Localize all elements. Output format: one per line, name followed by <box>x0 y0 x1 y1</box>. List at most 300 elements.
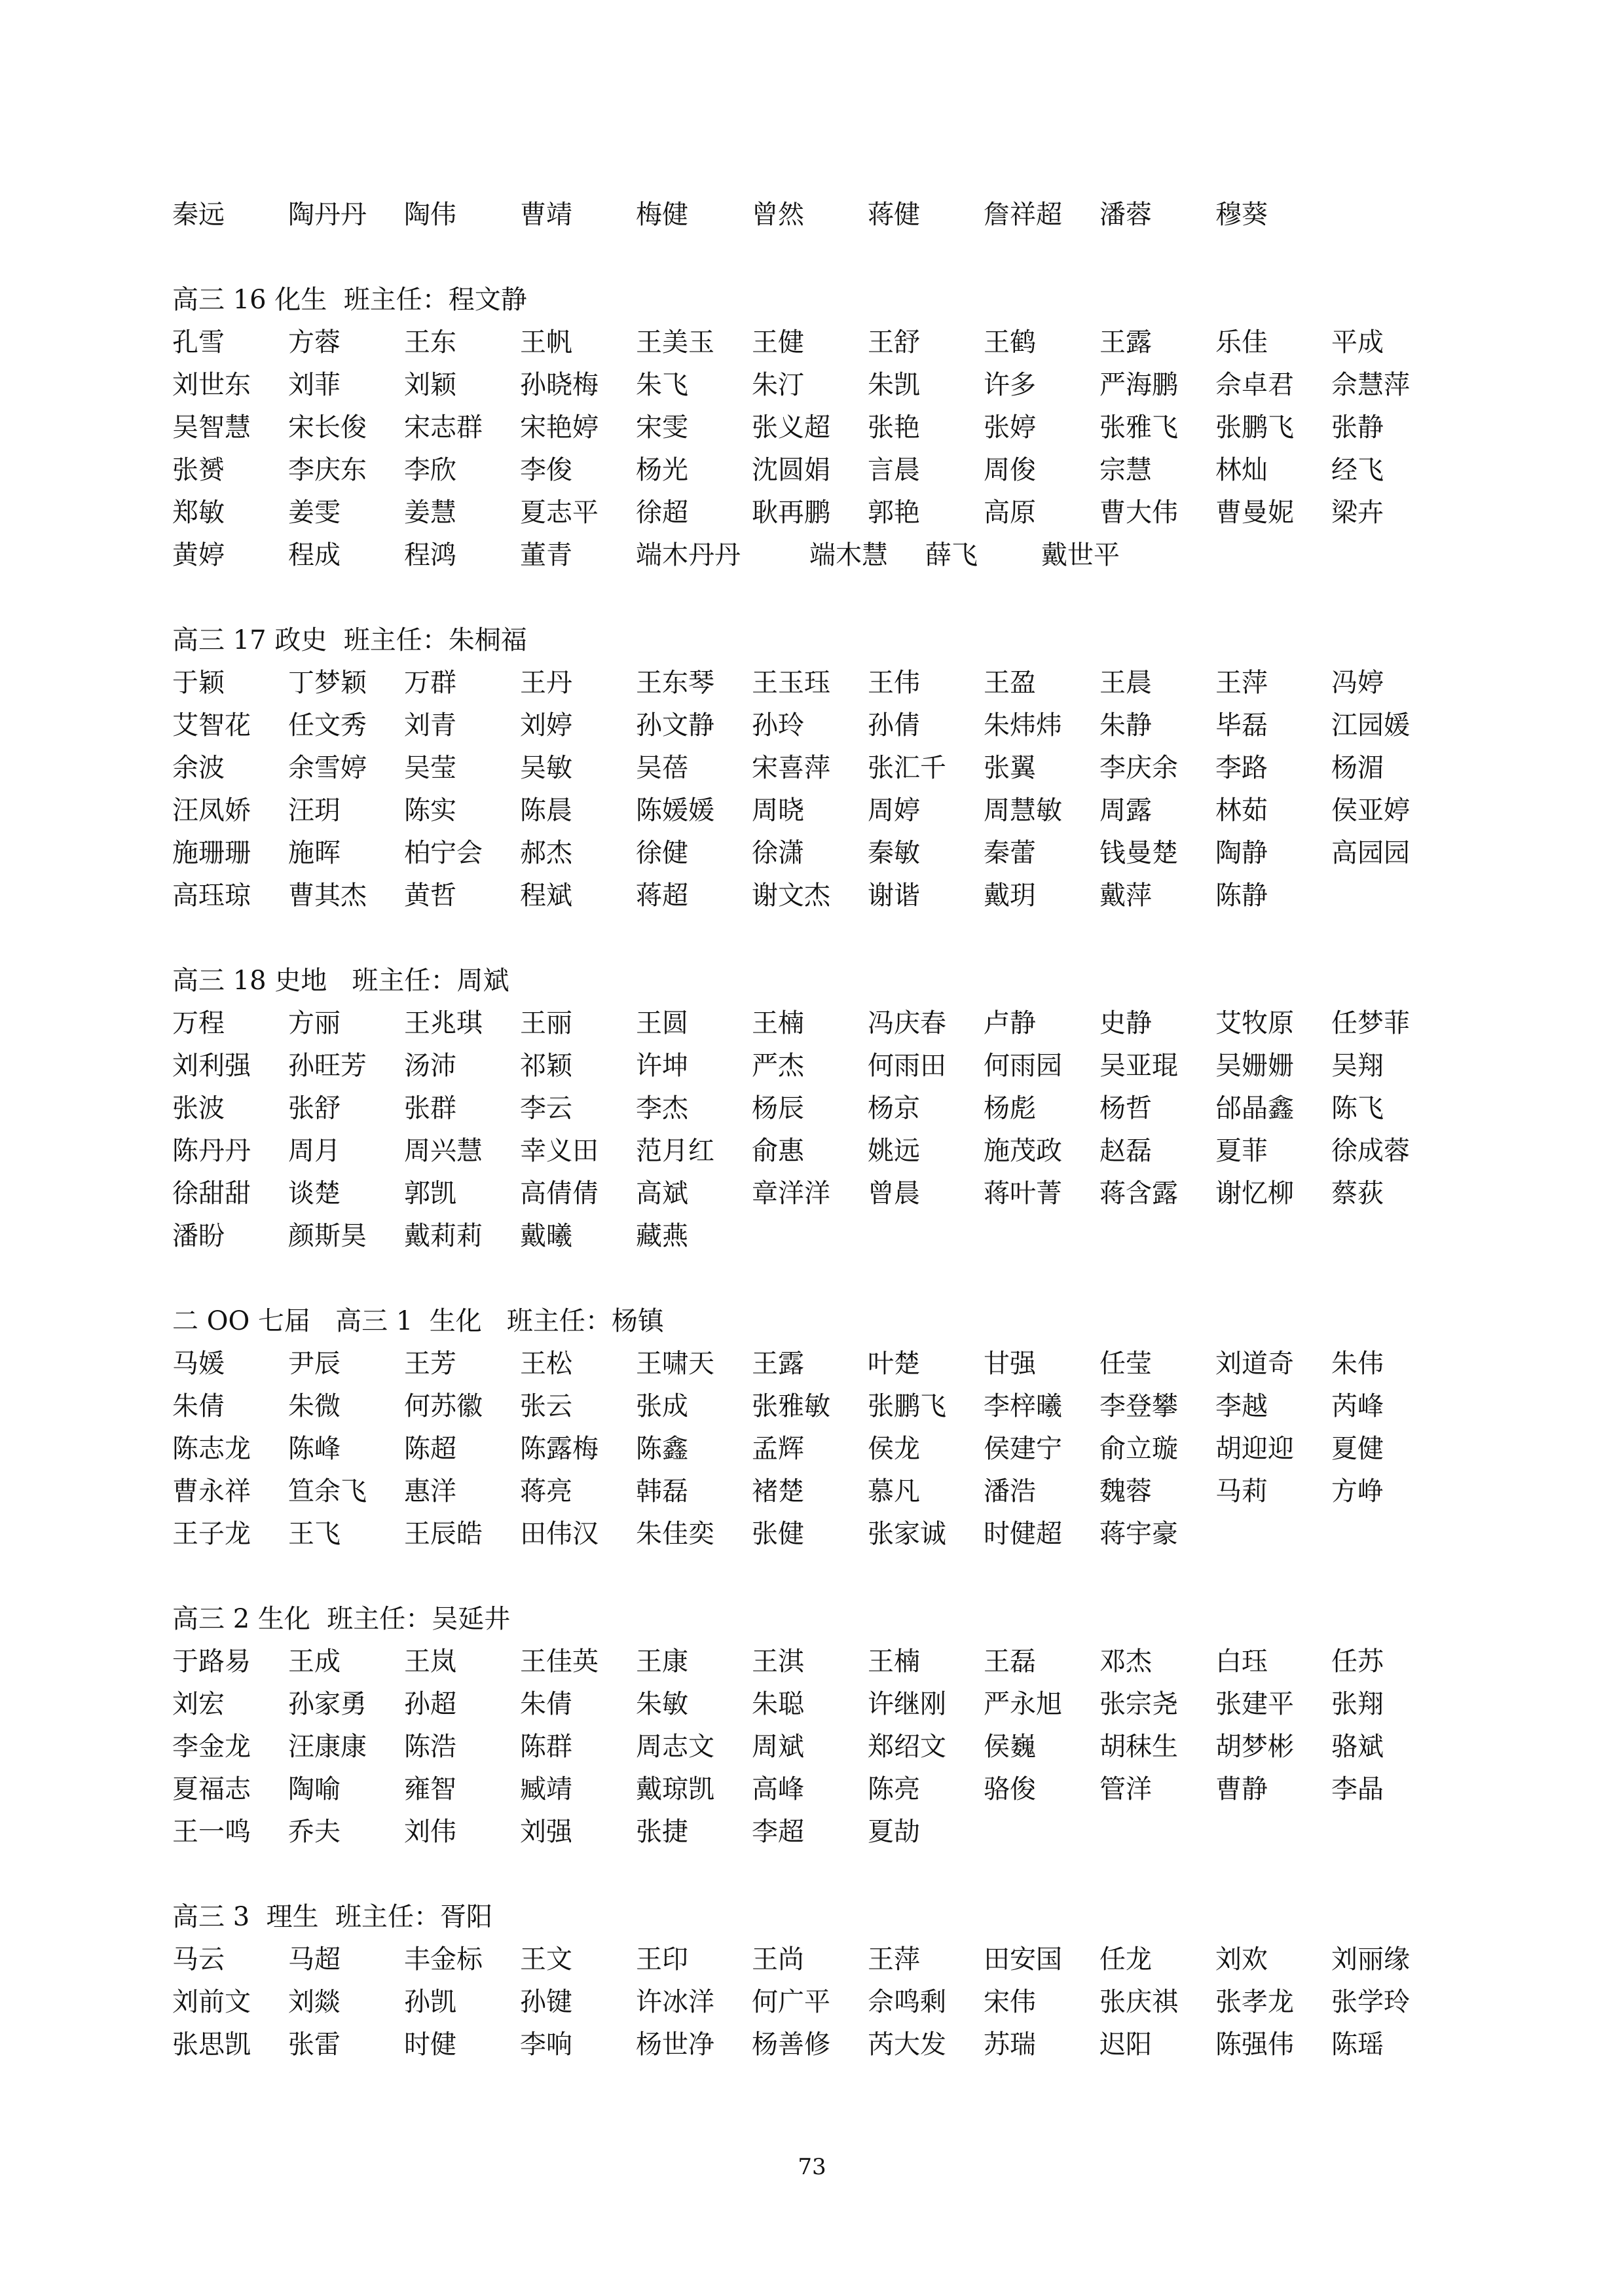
student-name: 姜慧 <box>404 498 456 528</box>
student-name: 惠洋 <box>404 1476 456 1506</box>
student-name: 言晨 <box>868 455 920 485</box>
student-name: 田伟汉 <box>520 1519 599 1549</box>
class-header: 高三 17 政史 班主任：朱桐福 <box>172 625 527 655</box>
student-name: 陈实 <box>404 795 456 826</box>
student-name: 柏宁会 <box>404 838 483 868</box>
name-row <box>172 1385 1482 1428</box>
name-row <box>172 492 1482 534</box>
class-rosters <box>172 194 1482 2066</box>
name-row <box>172 832 1482 875</box>
student-name: 张波 <box>172 1093 225 1123</box>
student-name: 薛飞 <box>925 540 978 570</box>
student-name: 朱微 <box>288 1391 341 1421</box>
student-name: 张赟 <box>172 455 225 485</box>
student-name: 杨湄 <box>1331 753 1384 783</box>
class-header: 高三 3 理生 班主任：胥阳 <box>172 1902 493 1932</box>
student-name: 孔雪 <box>172 327 225 357</box>
student-name: 何广平 <box>752 1987 830 2017</box>
name-row <box>172 1981 1482 2024</box>
student-name: 经飞 <box>1331 455 1384 485</box>
student-name: 钱曼楚 <box>1099 838 1178 868</box>
student-name: 周月 <box>288 1136 341 1166</box>
student-name: 王鹤 <box>984 327 1036 357</box>
student-name: 苏瑞 <box>984 2030 1036 2060</box>
student-name: 陶静 <box>1215 838 1268 868</box>
student-name: 朱汀 <box>752 370 804 400</box>
student-name: 骆斌 <box>1331 1732 1384 1762</box>
class-section <box>172 279 1482 577</box>
student-name: 任龙 <box>1099 1944 1152 1975</box>
class-section <box>172 1896 1482 2066</box>
student-name: 余雪婷 <box>288 753 367 783</box>
student-name: 许坤 <box>636 1051 688 1081</box>
student-name: 王露 <box>1099 327 1152 357</box>
student-name: 张宗尧 <box>1099 1689 1178 1719</box>
student-name: 张雷 <box>288 2030 341 2060</box>
student-name: 蒋超 <box>636 881 688 911</box>
student-name: 汪康康 <box>288 1732 367 1762</box>
student-name: 江园媛 <box>1331 710 1410 740</box>
student-name: 王兆琪 <box>404 1008 483 1038</box>
student-name: 林灿 <box>1215 455 1268 485</box>
student-name: 陈群 <box>520 1732 572 1762</box>
name-row <box>172 321 1482 364</box>
student-name: 陶伟 <box>404 200 456 230</box>
student-name: 张汇千 <box>868 753 946 783</box>
student-name: 徐健 <box>636 838 688 868</box>
student-name: 王印 <box>636 1944 688 1975</box>
student-name: 杨京 <box>868 1093 920 1123</box>
student-name: 张艳 <box>868 412 920 443</box>
student-name: 郑绍文 <box>868 1732 946 1762</box>
student-name: 刘婷 <box>520 710 572 740</box>
student-name: 马媛 <box>172 1349 225 1379</box>
student-name: 曹大伟 <box>1099 498 1178 528</box>
name-row <box>172 662 1482 704</box>
student-name: 王丽 <box>520 1008 572 1038</box>
student-name: 戴玥 <box>984 881 1036 911</box>
student-name: 陈瑶 <box>1331 2030 1384 2060</box>
student-name: 慕凡 <box>868 1476 920 1506</box>
student-name: 刘燚 <box>288 1987 341 2017</box>
name-row <box>172 407 1482 449</box>
student-name: 周俊 <box>984 455 1036 485</box>
student-name: 刘利强 <box>172 1051 251 1081</box>
student-name: 王成 <box>288 1647 341 1677</box>
student-name: 戴莉莉 <box>404 1221 483 1251</box>
student-name: 李庆余 <box>1099 753 1178 783</box>
student-name: 方峥 <box>1331 1476 1384 1506</box>
student-name: 徐成蓉 <box>1331 1136 1410 1166</box>
student-name: 刘欢 <box>1215 1944 1268 1975</box>
student-name: 杨世净 <box>636 2030 714 2060</box>
student-name: 黄哲 <box>404 881 456 911</box>
student-name: 徐甜甜 <box>172 1178 251 1209</box>
student-name: 程斌 <box>520 881 572 911</box>
student-name: 吴姗姗 <box>1215 1051 1294 1081</box>
name-row <box>172 1683 1482 1726</box>
student-name: 张建平 <box>1215 1689 1294 1719</box>
student-name: 高园园 <box>1331 838 1410 868</box>
student-name: 何苏徽 <box>404 1391 483 1421</box>
student-name: 邓杰 <box>1099 1647 1152 1677</box>
student-name: 高倩倩 <box>520 1178 599 1209</box>
student-name: 胡秣生 <box>1099 1732 1178 1762</box>
student-name: 马云 <box>172 1944 225 1975</box>
student-name: 徐潇 <box>752 838 804 868</box>
student-name: 李云 <box>520 1093 572 1123</box>
student-name: 谢忆柳 <box>1215 1178 1294 1209</box>
student-name: 孙文静 <box>636 710 714 740</box>
student-name: 秦远 <box>172 200 225 230</box>
student-name: 曹靖 <box>520 200 572 230</box>
student-name: 王子龙 <box>172 1519 251 1549</box>
student-name: 孙玲 <box>752 710 804 740</box>
student-name: 刘菲 <box>288 370 341 400</box>
student-name: 佘慧萍 <box>1331 370 1410 400</box>
class-section <box>172 960 1482 1258</box>
student-name: 刘强 <box>520 1817 572 1847</box>
student-name: 汪玥 <box>288 795 341 826</box>
student-name: 郭艳 <box>868 498 920 528</box>
student-name: 汤沛 <box>404 1051 456 1081</box>
student-name: 姜雯 <box>288 498 341 528</box>
student-name: 马莉 <box>1215 1476 1268 1506</box>
student-name: 陈亮 <box>868 1774 920 1804</box>
student-name: 刘宏 <box>172 1689 225 1719</box>
student-name: 藏燕 <box>636 1221 688 1251</box>
student-name: 祁颖 <box>520 1051 572 1081</box>
student-name: 吴翔 <box>1331 1051 1384 1081</box>
student-name: 许多 <box>984 370 1036 400</box>
student-name: 李路 <box>1215 753 1268 783</box>
student-name: 万群 <box>404 668 456 698</box>
student-name: 林茹 <box>1215 795 1268 826</box>
student-name: 王盈 <box>984 668 1036 698</box>
student-name: 杨彪 <box>984 1093 1036 1123</box>
student-name: 王伟 <box>868 668 920 698</box>
student-name: 张雅敏 <box>752 1391 830 1421</box>
student-name: 秦蕾 <box>984 838 1036 868</box>
student-name: 张思凯 <box>172 2030 251 2060</box>
student-name: 王圆 <box>636 1008 688 1038</box>
name-row <box>172 449 1482 492</box>
student-name: 程成 <box>288 540 341 570</box>
student-name: 刘丽缘 <box>1331 1944 1410 1975</box>
student-name: 李金龙 <box>172 1732 251 1762</box>
student-name: 艾智花 <box>172 710 251 740</box>
student-name: 侯龙 <box>868 1434 920 1464</box>
student-name: 孙倩 <box>868 710 920 740</box>
student-name: 张孝龙 <box>1215 1987 1294 2017</box>
student-name: 邰晶鑫 <box>1215 1093 1294 1123</box>
student-name: 李俊 <box>520 455 572 485</box>
name-row <box>172 364 1482 407</box>
student-name: 宗慧 <box>1099 455 1152 485</box>
student-name: 刘世东 <box>172 370 251 400</box>
student-name: 李超 <box>752 1817 804 1847</box>
student-name: 高峰 <box>752 1774 804 1804</box>
student-name: 朱倩 <box>172 1391 225 1421</box>
student-name: 高斌 <box>636 1178 688 1209</box>
name-row <box>172 1939 1482 1981</box>
student-name: 朱飞 <box>636 370 688 400</box>
student-name: 曹其杰 <box>288 881 367 911</box>
name-row <box>172 1768 1482 1811</box>
student-name: 宋雯 <box>636 412 688 443</box>
student-name: 王舒 <box>868 327 920 357</box>
student-name: 孙家勇 <box>288 1689 367 1719</box>
student-name: 王文 <box>520 1944 572 1975</box>
student-name: 陈强伟 <box>1215 2030 1294 2060</box>
student-name: 孙旺芳 <box>288 1051 367 1081</box>
student-name: 王啸天 <box>636 1349 714 1379</box>
student-name: 乔夫 <box>288 1817 341 1847</box>
student-name: 何雨园 <box>984 1051 1062 1081</box>
student-name: 杨辰 <box>752 1093 804 1123</box>
student-name: 于路易 <box>172 1647 251 1677</box>
name-row <box>172 790 1482 832</box>
student-name: 王晨 <box>1099 668 1152 698</box>
student-name: 蒋健 <box>868 200 920 230</box>
student-name: 许冰洋 <box>636 1987 714 2017</box>
student-name: 刘伟 <box>404 1817 456 1847</box>
student-name: 王东琴 <box>636 668 714 698</box>
student-name: 陈峰 <box>288 1434 341 1464</box>
student-name: 幸义田 <box>520 1136 599 1166</box>
student-name: 张舒 <box>288 1093 341 1123</box>
student-name: 许继刚 <box>868 1689 946 1719</box>
student-name: 蔡荻 <box>1331 1178 1384 1209</box>
student-name: 严永旭 <box>984 1689 1062 1719</box>
student-name: 陈志龙 <box>172 1434 251 1464</box>
class-section <box>172 619 1482 917</box>
student-name: 周兴慧 <box>404 1136 483 1166</box>
student-name: 余波 <box>172 753 225 783</box>
student-name: 白珏 <box>1215 1647 1268 1677</box>
student-name: 王辰皓 <box>404 1519 483 1549</box>
student-name: 吴蓓 <box>636 753 688 783</box>
name-row <box>172 1087 1482 1130</box>
student-name: 谢文杰 <box>752 881 830 911</box>
student-name: 曾晨 <box>868 1178 920 1209</box>
student-name: 王萍 <box>1215 668 1268 698</box>
student-name: 孙凯 <box>404 1987 456 2017</box>
student-name: 孙键 <box>520 1987 572 2017</box>
student-name: 宋伟 <box>984 1987 1036 2017</box>
student-name: 张静 <box>1331 412 1384 443</box>
student-name: 周慧敏 <box>984 795 1062 826</box>
student-name: 吴亚琨 <box>1099 1051 1178 1081</box>
student-name: 刘青 <box>404 710 456 740</box>
student-name: 朱佳奕 <box>636 1519 714 1549</box>
student-name: 孙超 <box>404 1689 456 1719</box>
student-name: 梅健 <box>636 200 688 230</box>
student-name: 张鹏飞 <box>868 1391 946 1421</box>
name-row <box>172 1641 1482 1683</box>
class-header: 高三 2 生化 班主任：吴延井 <box>172 1604 511 1634</box>
student-name: 耿再鹏 <box>752 498 830 528</box>
student-name: 郑敏 <box>172 498 225 528</box>
student-name: 杨善修 <box>752 2030 830 2060</box>
student-name: 陈超 <box>404 1434 456 1464</box>
student-name: 周晓 <box>752 795 804 826</box>
student-name: 蒋亮 <box>520 1476 572 1506</box>
student-name: 芮峰 <box>1331 1391 1384 1421</box>
name-row <box>172 1811 1482 1853</box>
student-name: 朱静 <box>1099 710 1152 740</box>
student-name: 迟阳 <box>1099 2030 1152 2060</box>
student-name: 张雅飞 <box>1099 412 1178 443</box>
student-name: 陈媛媛 <box>636 795 714 826</box>
student-name: 郝杰 <box>520 838 572 868</box>
student-name: 谈楚 <box>288 1178 341 1209</box>
student-name: 蒋宇豪 <box>1099 1519 1178 1549</box>
student-name: 甘强 <box>984 1349 1036 1379</box>
student-name: 施茂政 <box>984 1136 1062 1166</box>
name-row <box>172 534 1482 577</box>
student-name: 于颖 <box>172 668 225 698</box>
student-name: 冯庆春 <box>868 1008 946 1038</box>
student-name: 陈丹丹 <box>172 1136 251 1166</box>
class-header: 二 OO 七届 高三 1 生化 班主任：杨镇 <box>172 1306 664 1336</box>
student-name: 潘浩 <box>984 1476 1036 1506</box>
name-row <box>172 1173 1482 1215</box>
student-name: 吴智慧 <box>172 412 251 443</box>
student-name: 任莹 <box>1099 1349 1152 1379</box>
student-name: 戴世平 <box>1041 540 1120 570</box>
student-name: 宋喜萍 <box>752 753 830 783</box>
student-name: 张健 <box>752 1519 804 1549</box>
student-name: 穆葵 <box>1215 200 1268 230</box>
student-name: 王松 <box>520 1349 572 1379</box>
student-name: 乐佳 <box>1215 327 1268 357</box>
student-name: 张捷 <box>636 1817 688 1847</box>
student-name: 佘卓君 <box>1215 370 1294 400</box>
name-row <box>172 1343 1482 1385</box>
student-name: 汪凤娇 <box>172 795 251 826</box>
student-name: 李登攀 <box>1099 1391 1178 1421</box>
student-name: 孟辉 <box>752 1434 804 1464</box>
student-name: 王丹 <box>520 668 572 698</box>
student-name: 冯婷 <box>1331 668 1384 698</box>
student-name: 王一鸣 <box>172 1817 251 1847</box>
student-name: 张成 <box>636 1391 688 1421</box>
student-name: 夏健 <box>1331 1434 1384 1464</box>
student-name: 王尚 <box>752 1944 804 1975</box>
student-name: 杨光 <box>636 455 688 485</box>
student-name: 陈露梅 <box>520 1434 599 1464</box>
student-name: 张群 <box>404 1093 456 1123</box>
student-name: 马超 <box>288 1944 341 1975</box>
student-name: 胡梦彬 <box>1215 1732 1294 1762</box>
student-name: 李杰 <box>636 1093 688 1123</box>
student-name: 王帆 <box>520 327 572 357</box>
name-row <box>172 194 1482 236</box>
name-row <box>172 1470 1482 1513</box>
student-name: 任文秀 <box>288 710 367 740</box>
student-name: 王楠 <box>752 1008 804 1038</box>
student-name: 曾然 <box>752 200 804 230</box>
student-name: 端木慧 <box>809 540 888 570</box>
student-name: 笪余飞 <box>288 1476 367 1506</box>
student-name: 胡迎迎 <box>1215 1434 1294 1464</box>
student-name: 朱敏 <box>636 1689 688 1719</box>
name-row <box>172 2024 1482 2066</box>
student-name: 夏劼 <box>868 1817 920 1847</box>
student-name: 臧靖 <box>520 1774 572 1804</box>
student-name: 王东 <box>404 327 456 357</box>
student-name: 严海鹏 <box>1099 370 1178 400</box>
student-name: 李响 <box>520 2030 572 2060</box>
student-name: 宋艳婷 <box>520 412 599 443</box>
student-name: 陈静 <box>1215 881 1268 911</box>
student-name: 张庆祺 <box>1099 1987 1178 2017</box>
class-section <box>172 194 1482 236</box>
student-name: 端木丹丹 <box>636 540 741 570</box>
student-name: 侯建宁 <box>984 1434 1062 1464</box>
student-name: 刘前文 <box>172 1987 251 2017</box>
student-name: 张义超 <box>752 412 830 443</box>
student-name: 周露 <box>1099 795 1152 826</box>
student-name: 李越 <box>1215 1391 1268 1421</box>
student-name: 陈晨 <box>520 795 572 826</box>
student-name: 张学玲 <box>1331 1987 1410 2017</box>
student-name: 章洋洋 <box>752 1178 830 1209</box>
student-name: 董青 <box>520 540 572 570</box>
student-name: 秦敏 <box>868 838 920 868</box>
student-name: 王萍 <box>868 1944 920 1975</box>
student-name: 雍智 <box>404 1774 456 1804</box>
student-name: 张家诚 <box>868 1519 946 1549</box>
student-name: 周斌 <box>752 1732 804 1762</box>
student-name: 王芳 <box>404 1349 456 1379</box>
student-name: 王健 <box>752 327 804 357</box>
student-name: 任苏 <box>1331 1647 1384 1677</box>
student-name: 程鸿 <box>404 540 456 570</box>
name-row <box>172 1045 1482 1087</box>
student-name: 王岚 <box>404 1647 456 1677</box>
student-name: 俞立璇 <box>1099 1434 1178 1464</box>
student-name: 朱凯 <box>868 370 920 400</box>
student-name: 王露 <box>752 1349 804 1379</box>
student-name: 詹祥超 <box>984 200 1062 230</box>
student-name: 王飞 <box>288 1519 341 1549</box>
student-name: 尹辰 <box>288 1349 341 1379</box>
student-name: 张翼 <box>984 753 1036 783</box>
student-name: 万程 <box>172 1008 225 1038</box>
student-name: 王磊 <box>984 1647 1036 1677</box>
student-name: 魏蓉 <box>1099 1476 1152 1506</box>
student-name: 戴曦 <box>520 1221 572 1251</box>
student-name: 芮大发 <box>868 2030 946 2060</box>
student-name: 时健 <box>404 2030 456 2060</box>
student-name: 施晖 <box>288 838 341 868</box>
student-name: 潘盼 <box>172 1221 225 1251</box>
student-name: 王楠 <box>868 1647 920 1677</box>
student-name: 侯亚婷 <box>1331 795 1410 826</box>
student-name: 高珏琼 <box>172 881 251 911</box>
student-name: 陈鑫 <box>636 1434 688 1464</box>
student-name: 王美玉 <box>636 327 714 357</box>
student-name: 张婷 <box>984 412 1036 443</box>
student-name: 时健超 <box>984 1519 1062 1549</box>
class-header: 高三 18 史地 班主任：周斌 <box>172 966 509 996</box>
name-row <box>172 747 1482 790</box>
student-name: 曹曼妮 <box>1215 498 1294 528</box>
student-name: 严杰 <box>752 1051 804 1081</box>
student-name: 陈浩 <box>404 1732 456 1762</box>
